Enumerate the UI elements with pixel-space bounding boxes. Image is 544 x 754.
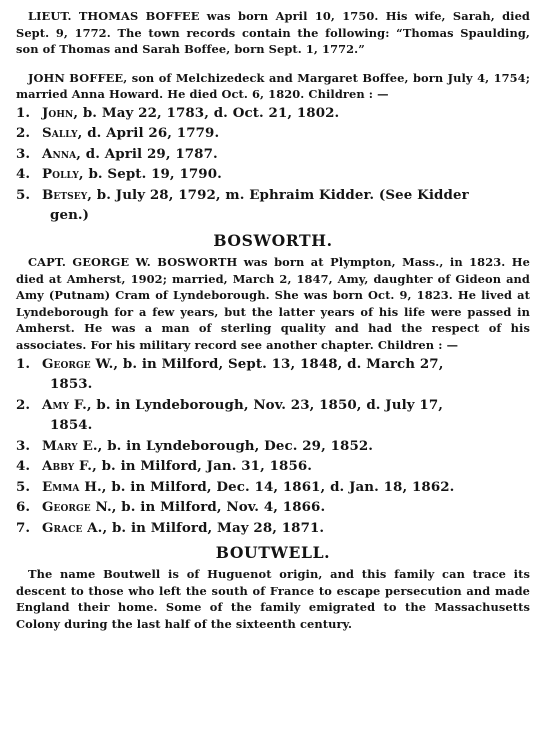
child-details-continuation: gen.) xyxy=(50,207,90,224)
spacer xyxy=(16,58,530,70)
child-details: , b. in Milford, May 28, 1871. xyxy=(102,519,325,536)
boutwell-paragraph: The name Boutwell is of Huguenot origin, and this family can trace its descent to those who left the south of France to escape persecution and made England their home. Some of the family emigrated to the Massachusetts Colony during the last half of the sixteenth century. xyxy=(16,567,530,631)
boffee-children-list xyxy=(16,103,530,226)
child-number: 5. xyxy=(16,478,31,495)
child-details: , b. in Lyndeborough, Dec. 29, 1852. xyxy=(97,437,374,454)
child-name: George W. xyxy=(42,355,114,372)
list-item xyxy=(16,395,530,436)
boutwell-heading: BOUTWELL. xyxy=(215,543,331,563)
child-details: , b. Sept. 19, 1790. xyxy=(78,166,222,183)
list-item xyxy=(16,123,530,144)
list-item xyxy=(16,103,530,124)
child-name: Sally xyxy=(42,125,78,142)
list-item xyxy=(16,456,530,477)
child-details-continuation: 1854. xyxy=(50,417,93,434)
list-item xyxy=(16,354,530,395)
child-details: , d. April 29, 1787. xyxy=(76,145,218,162)
child-number: 4. xyxy=(16,458,31,475)
child-details: , b. in Lyndeborough, Nov. 23, 1850, d. July 17, xyxy=(86,396,444,413)
child-number: 7. xyxy=(16,519,31,536)
child-details-continuation: 1853. xyxy=(50,376,93,393)
child-details: , b. July 28, 1792, m. Ephraim Kidder. (See Kidder xyxy=(87,186,469,203)
list-item xyxy=(16,477,530,498)
bosworth-heading: BOSWORTH. xyxy=(213,230,333,250)
child-details: , b. in Milford, Jan. 31, 1856. xyxy=(92,458,313,475)
child-name: John xyxy=(42,104,74,121)
child-number: 5. xyxy=(16,186,31,203)
child-name: Mary E. xyxy=(42,437,98,454)
child-details: , b. in Milford, Dec. 14, 1861, d. Jan. 18, 1862. xyxy=(101,478,455,495)
child-name: Amy F. xyxy=(42,396,87,413)
bosworth-paragraph: CAPT. GEORGE W. BOSWORTH was born at Plympton, Mass., in 1823. He died at Amherst, 1902; married, March 2, 1847, Amy, daughter of Gideon and Amy (Putnam) Cram of Lyndeborough. She was born Oct. 9, 1823. He lived at Lyndeborough for a few years, but the latter years of his life were passed in Amherst. He was a man of sterling quality and had the respect of his associates. For his military record see another chapter. Children : — xyxy=(16,254,530,352)
child-details: , b. in Milford, Sept. 13, 1848, d. March 27, xyxy=(113,355,444,372)
child-name: Betsey xyxy=(42,186,88,203)
john-boffee-paragraph: JOHN BOFFEE, son of Melchizedeck and Margaret Boffee, born July 4, 1754; married Anna Howard. He died Oct. 6, 1820. Children : — xyxy=(16,70,530,102)
child-number: 4. xyxy=(16,166,31,183)
child-name: Polly xyxy=(42,166,79,183)
child-details: , d. April 26, 1779. xyxy=(77,125,220,142)
list-item xyxy=(16,144,530,165)
list-item xyxy=(16,185,530,226)
list-item xyxy=(16,164,530,185)
child-name: Abby F. xyxy=(42,458,93,475)
child-number: 3. xyxy=(16,145,31,162)
list-item xyxy=(16,436,530,457)
child-number: 2. xyxy=(16,125,31,142)
child-name: George N. xyxy=(42,499,112,516)
child-name: Emma H. xyxy=(42,478,102,495)
thomas-boffee-paragraph: LIEUT. THOMAS BOFFEE was born April 10, 1750. His wife, Sarah, died Sept. 9, 1772. The town records contain the following: “Thomas Spaulding, son of Thomas and Sarah Boffee, born Sept. 1, 1772.” xyxy=(16,9,530,57)
child-details: , b. May 22, 1783, d. Oct. 21, 1802. xyxy=(73,104,340,121)
child-name: Grace A. xyxy=(42,519,103,536)
child-number: 2. xyxy=(16,396,31,413)
list-item xyxy=(16,497,530,518)
list-item xyxy=(16,518,530,539)
child-number: 1. xyxy=(16,104,31,121)
child-number: 1. xyxy=(16,355,31,372)
bosworth-children-list xyxy=(16,354,530,539)
child-name: Anna xyxy=(42,145,77,162)
child-number: 6. xyxy=(16,499,31,516)
child-number: 3. xyxy=(16,437,31,454)
child-details: , b. in Milford, Nov. 4, 1866. xyxy=(111,499,326,516)
